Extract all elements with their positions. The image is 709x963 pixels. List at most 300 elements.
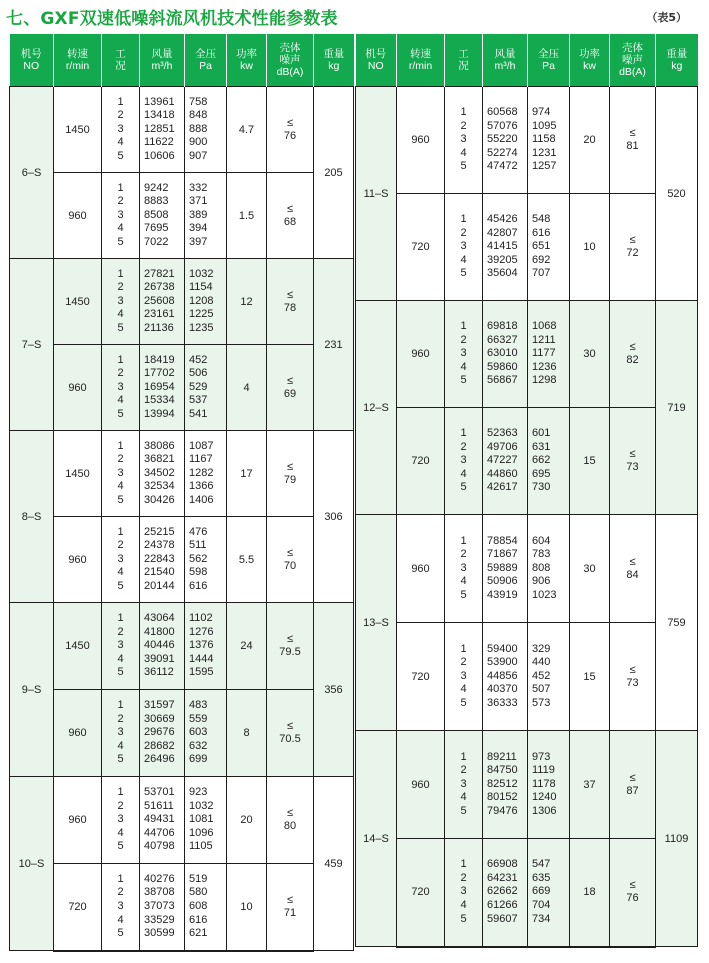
airflow-cell-value: 57076 [487,119,518,132]
condition-cell-value: 5 [117,927,124,940]
column-header-line: 工 [458,48,469,60]
condition-cell-value: 5 [460,696,467,709]
power-cell: 5.5 [227,517,267,603]
airflow-cell-value: 15334 [144,394,175,407]
airflow-cell-value: 25215 [144,525,175,538]
pressure-cell-value: 1177 [532,347,556,360]
airflow-cell-value: 42617 [487,481,518,494]
condition-cell-value: 5 [117,407,124,420]
pressure-cell [185,864,227,951]
airflow-cell-value: 32534 [144,480,175,493]
airflow-cell-value: 44856 [487,669,518,682]
condition-cell [102,87,140,173]
condition-cell-value: 3 [117,726,124,739]
pressure-cell-value: 1236 [532,360,557,373]
airflow-cell-value: 40276 [144,872,175,885]
column-header-line: NO [367,60,384,72]
power-cell: 10 [570,194,610,301]
airflow-cell-value: 35604 [487,267,518,280]
speed-cell: 960 [54,173,102,259]
pressure-cell-value: 1068 [532,320,557,333]
airflow-cell [140,517,185,603]
condition-cell-value: 5 [460,160,467,173]
condition-cell-value: 5 [117,666,124,679]
airflow-cell-value: 53900 [487,656,518,669]
power-cell: 20 [227,777,267,864]
model-number: 10–S [10,777,54,951]
airflow-cell [140,87,185,173]
power-cell: 4.7 [227,87,267,173]
pressure-cell-value: 511 [189,539,207,552]
pressure-cell [528,408,570,515]
airflow-cell-value: 41800 [144,625,175,638]
condition-cell-value: 1 [460,534,467,547]
table-row [356,839,698,947]
condition-cell-value: 5 [117,493,124,506]
column-header-line: 转速 [67,48,88,60]
pressure-cell-value: 1257 [532,160,557,173]
speed-cell: 720 [397,408,445,515]
column-header-line: 壳体 [622,42,643,54]
table-row [10,259,354,345]
airflow-cell-value: 24378 [144,539,175,552]
column-header-line: m³/h [494,60,516,72]
column-header [356,34,397,87]
pressure-cell-value: 923 [189,786,208,799]
condition-cell [445,87,483,194]
condition-cell-value: 1 [117,525,124,538]
condition-cell-value: 4 [117,394,124,407]
pressure-cell [528,301,570,408]
noise-le-symbol: ≤ [286,288,294,301]
speed-cell: 1450 [54,431,102,517]
condition-cell-value: 2 [117,109,124,122]
table-row [10,87,354,173]
airflow-cell-value: 66327 [487,333,518,346]
pressure-cell [185,87,227,173]
table-row [356,194,698,301]
airflow-cell [483,623,528,731]
condition-cell-value: 2 [460,119,467,132]
pressure-cell-value: 389 [189,208,208,221]
condition-cell-value: 2 [117,195,124,208]
condition-cell-value: 4 [460,146,467,159]
noise-value: 72 [626,247,639,259]
airflow-cell-value: 52363 [487,427,518,440]
condition-cell-value: 2 [460,440,467,453]
noise-cell [267,87,314,173]
speed-cell: 1450 [54,603,102,690]
airflow-cell-value: 9242 [144,181,169,194]
pressure-cell [185,777,227,864]
noise-cell [267,259,314,345]
condition-cell-value: 2 [460,226,467,239]
noise-value: 78 [283,301,297,314]
condition-cell-value: 5 [117,840,124,853]
condition-cell-value: 4 [117,136,124,149]
column-header-line: r/min [65,60,90,72]
airflow-cell-value: 47227 [487,454,518,467]
pressure-cell-value: 695 [532,467,551,480]
condition-cell [102,259,140,345]
airflow-cell-value: 40446 [144,639,175,652]
pressure-cell-value: 1158 [532,133,556,146]
speed-cell: 720 [397,194,445,301]
condition-cell-value: 1 [460,213,467,226]
airflow-cell-value: 55220 [487,133,518,146]
condition-cell-value: 4 [117,652,124,665]
airflow-cell-value: 44860 [487,467,518,480]
table-row [356,623,698,731]
pressure-cell [528,623,570,731]
column-header-line: 况 [115,60,126,72]
column-header [656,34,698,87]
airflow-cell-value: 78854 [487,534,518,547]
weight-cell: 759 [656,515,698,731]
condition-cell-value: 4 [460,467,467,480]
table-row [356,515,698,623]
condition-cell-value: 2 [117,281,124,294]
pressure-cell-value: 758 [189,95,208,108]
column-header [54,34,102,87]
speed-cell: 720 [397,839,445,947]
column-header-line: dB(A) [619,66,646,78]
airflow-cell-value: 62662 [487,885,518,898]
airflow-cell-value: 38708 [144,886,175,899]
airflow-cell [483,408,528,515]
power-cell: 12 [227,259,267,345]
condition-cell [445,623,483,731]
airflow-cell-value: 64231 [487,871,518,884]
airflow-cell-value: 52274 [487,146,518,159]
noise-value: 70 [283,559,297,572]
condition-cell-value: 4 [117,566,124,579]
airflow-cell-value: 26738 [144,281,175,294]
column-header [314,34,354,87]
condition-cell-value: 2 [117,886,124,899]
column-header-line: Pa [542,60,555,72]
pressure-cell-value: 562 [189,552,208,565]
power-cell: 8 [227,690,267,777]
pressure-cell-value: 783 [532,548,551,561]
column-header-line: 风量 [151,48,173,60]
airflow-cell [140,603,185,690]
pressure-cell-value: 808 [532,561,551,574]
table-row [10,864,354,951]
column-header-line: 机号 [365,48,387,60]
pressure-cell-value: 452 [532,669,551,682]
pressure-cell-value: 1406 [189,493,214,506]
condition-cell-value: 1 [117,181,124,194]
column-header-line: kw [240,60,253,72]
pressure-cell-value: 1211 [532,333,556,346]
weight-cell: 306 [314,431,354,603]
pressure-cell-value: 1032 [189,799,214,812]
speed-cell: 720 [54,864,102,951]
pressure-cell-value: 1178 [532,777,556,790]
noise-le-symbol: ≤ [286,720,294,732]
airflow-cell-value: 37073 [144,899,175,912]
condition-cell-value: 3 [460,561,467,574]
condition-cell [102,431,140,517]
table-row [356,408,698,515]
condition-cell-value: 5 [117,235,124,248]
airflow-cell-value: 12851 [144,122,175,135]
airflow-cell-value: 7022 [144,235,169,248]
column-header-line: 况 [458,60,469,72]
column-header-line: m³/h [151,60,173,72]
noise-le-symbol: ≤ [629,127,636,139]
page-title: 七、GXF双速低噪斜流风机技术性能参数表 [6,9,338,29]
pressure-cell-value: 692 [532,253,551,266]
pressure-cell [185,517,227,603]
model-number: 11–S [356,87,397,301]
power-cell: 10 [227,864,267,951]
column-header-line: 全压 [195,48,216,60]
airflow-cell-value: 11622 [144,136,174,149]
pressure-cell [185,259,227,345]
airflow-cell-value: 43064 [144,612,175,625]
column-header-line: dB(A) [276,66,304,78]
power-cell: 1.5 [227,173,267,259]
pressure-cell-value: 548 [532,213,551,226]
column-header-line: 工 [115,48,126,60]
speed-cell: 960 [54,345,102,431]
speed-cell: 960 [397,731,445,839]
column-header [445,34,483,87]
column-header [185,34,227,87]
noise-cell [267,431,314,517]
condition-cell-value: 2 [460,764,467,777]
condition-cell [445,731,483,839]
pressure-cell-value: 507 [532,683,551,696]
noise-cell [610,194,656,301]
speed-cell: 960 [397,515,445,623]
airflow-cell [140,345,185,431]
noise-cell [610,301,656,408]
airflow-cell-value: 8883 [144,195,169,208]
pressure-cell-value: 573 [532,696,551,709]
weight-cell: 205 [314,87,354,259]
pressure-cell-value: 394 [189,222,208,235]
noise-le-symbol: ≤ [286,633,294,645]
header-row [356,34,698,87]
noise-cell [267,690,314,777]
airflow-cell-value: 47472 [487,160,518,173]
airflow-cell [140,259,185,345]
condition-cell-value: 4 [460,360,467,373]
airflow-cell-value: 80152 [487,791,518,804]
airflow-cell-value: 39091 [144,652,175,665]
condition-cell [445,839,483,947]
condition-cell-value: 3 [460,133,467,146]
pressure-cell-value: 730 [532,481,551,494]
airflow-cell-value: 63010 [487,347,518,360]
noise-value: 76 [283,129,297,142]
pressure-cell-value: 332 [189,181,208,194]
pressure-cell [528,87,570,194]
table-row [10,173,354,259]
airflow-cell-value: 13418 [144,109,175,122]
condition-cell-value: 4 [460,791,467,804]
condition-cell-value: 3 [117,294,124,307]
table-row [356,731,698,839]
pressure-cell-value: 476 [189,525,208,538]
column-header-line: 重量 [666,48,688,60]
pressure-cell-value: 397 [189,235,208,248]
noise-value: 73 [626,461,639,473]
column-header [483,34,528,87]
pressure-cell-value: 662 [532,454,551,467]
pressure-cell-value: 604 [532,534,551,547]
pressure-cell-value: 848 [189,109,208,122]
pressure-cell-value: 1081 [189,813,214,826]
noise-le-symbol: ≤ [286,893,294,906]
model-number: 12–S [356,301,397,515]
condition-cell-value: 3 [117,380,124,393]
condition-cell-value: 4 [460,899,467,912]
condition-cell [445,515,483,623]
airflow-cell-value: 42807 [487,226,518,239]
condition-cell-value: 2 [460,548,467,561]
column-header [227,34,267,87]
condition-cell-value: 5 [460,267,467,280]
column-header-line: 壳体 [279,42,301,54]
condition-cell [102,173,140,259]
airflow-cell-value: 20144 [144,579,175,592]
airflow-cell-value: 22843 [144,552,175,565]
pressure-cell-value: 1119 [532,764,555,777]
condition-cell-value: 3 [117,813,124,826]
airflow-cell-value: 50906 [487,575,518,588]
airflow-cell-value: 28682 [144,739,175,752]
airflow-cell [140,690,185,777]
noise-le-symbol: ≤ [286,116,294,129]
table-row [356,87,698,194]
column-header-line: NO [23,60,40,72]
condition-cell-value: 5 [460,588,467,601]
condition-cell-value: 5 [460,374,467,387]
pressure-cell-value: 1595 [189,666,214,679]
pressure-cell-value: 1096 [189,826,214,839]
weight-cell: 719 [656,301,698,515]
condition-cell-value: 3 [460,240,467,253]
column-header [140,34,185,87]
noise-le-symbol: ≤ [629,448,636,460]
column-header [528,34,570,87]
pressure-cell [528,194,570,301]
model-number: 7–S [10,259,54,431]
condition-cell-value: 3 [460,347,467,360]
airflow-cell-value: 61266 [487,899,518,912]
condition-cell-value: 2 [460,871,467,884]
airflow-cell-value: 59400 [487,642,518,655]
noise-cell [610,408,656,515]
pressure-cell-value: 974 [532,106,551,119]
pressure-cell-value: 1366 [189,480,214,493]
noise-cell [267,517,314,603]
pressure-cell-value: 559 [189,712,208,725]
airflow-cell-value: 59860 [487,360,518,373]
airflow-cell [483,301,528,408]
noise-value: 79.5 [279,646,301,658]
pressure-cell-value: 900 [189,136,208,149]
pressure-cell-value: 1298 [532,374,557,387]
noise-value: 68 [283,215,297,228]
airflow-cell-value: 30426 [144,493,175,506]
condition-cell [102,603,140,690]
pressure-cell-value: 598 [189,566,208,579]
condition-cell [102,777,140,864]
pressure-cell-value: 1235 [189,321,214,334]
noise-cell [610,87,656,194]
noise-value: 71 [283,906,297,919]
condition-cell-value: 5 [117,753,124,766]
airflow-cell [483,87,528,194]
speed-cell: 960 [397,301,445,408]
noise-cell [267,777,314,864]
pressure-cell-value: 907 [189,149,208,162]
pressure-cell-value: 440 [532,656,551,669]
pressure-cell-value: 580 [189,886,208,899]
pressure-cell-value: 1095 [532,119,557,132]
condition-cell-value: 2 [117,453,124,466]
noise-cell [610,839,656,947]
pressure-cell [185,690,227,777]
airflow-cell [483,194,528,301]
noise-cell [610,731,656,839]
noise-value: 80 [283,820,297,832]
airflow-cell-value: 56867 [487,374,518,387]
pressure-cell [528,515,570,623]
pressure-cell-value: 537 [189,394,208,407]
condition-cell [102,517,140,603]
pressure-cell-value: 699 [189,753,208,766]
airflow-cell-value: 23161 [144,308,175,321]
condition-cell [445,408,483,515]
condition-cell-value: 2 [460,656,467,669]
airflow-cell [483,839,528,947]
noise-cell [267,603,314,690]
table-row [10,690,354,777]
airflow-cell-value: 89211 [487,750,517,763]
airflow-cell-value: 40370 [487,683,518,696]
airflow-cell-value: 13961 [144,95,175,108]
airflow-cell-value: 44706 [144,826,175,839]
airflow-cell-value: 36112 [144,666,174,679]
airflow-cell [483,731,528,839]
pressure-cell-value: 632 [189,739,208,752]
airflow-cell-value: 8508 [144,208,169,221]
table-row [10,603,354,690]
weight-cell: 520 [656,87,698,301]
condition-cell-value: 2 [117,367,124,380]
condition-cell-value: 5 [460,912,467,925]
condition-cell-value: 3 [460,454,467,467]
airflow-cell-value: 34502 [144,466,175,479]
airflow-cell-value: 18419 [144,353,175,366]
noise-value: 84 [626,568,639,581]
noise-le-symbol: ≤ [629,663,636,676]
model-number: 13–S [356,515,397,731]
table-row [10,345,354,431]
noise-le-symbol: ≤ [629,555,636,568]
condition-cell [445,301,483,408]
model-number: 6–S [10,87,54,259]
table-row [10,431,354,517]
noise-cell [610,623,656,731]
speed-cell: 960 [54,517,102,603]
